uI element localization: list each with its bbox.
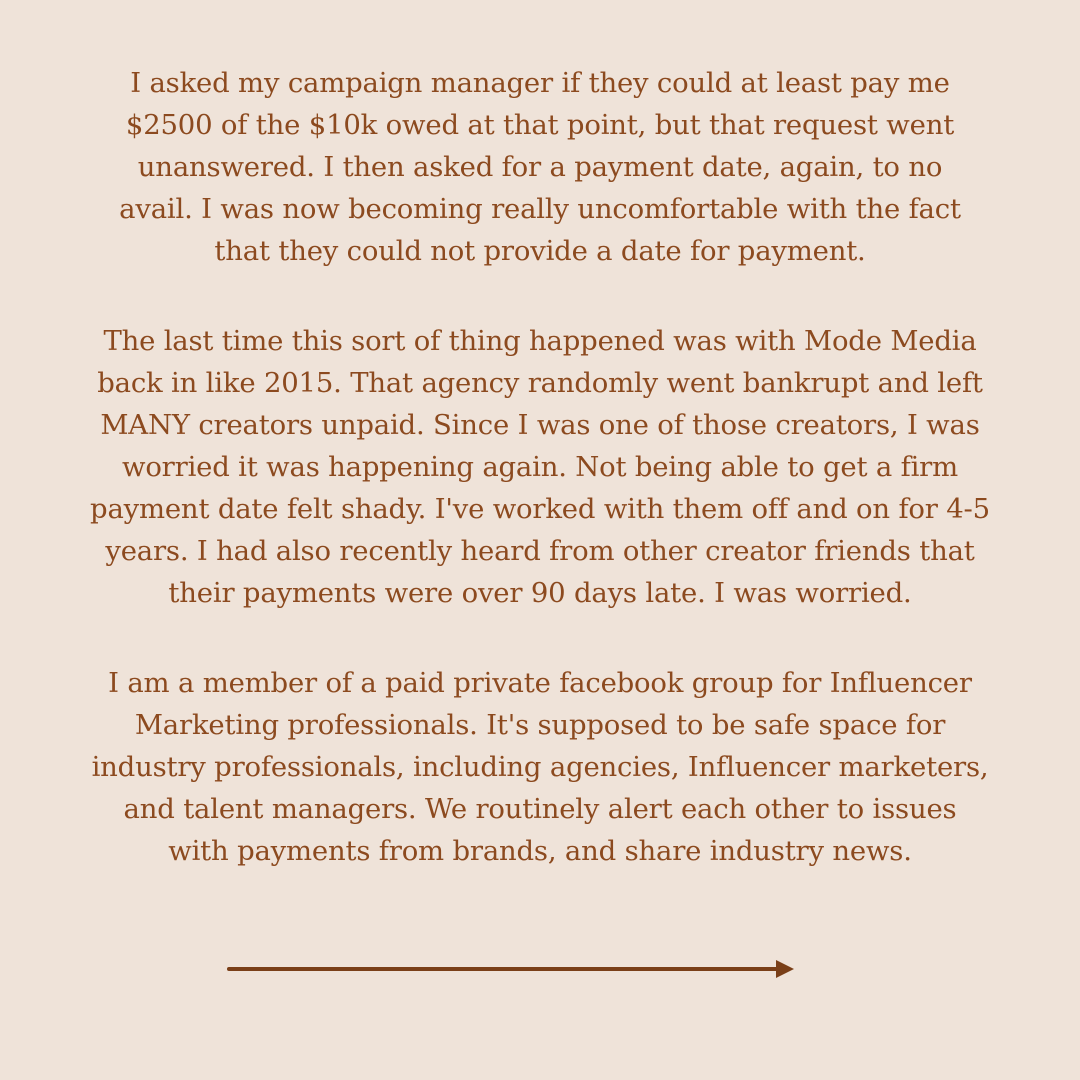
paragraph-line: years. I had also recently heard from other creator friends that <box>105 535 975 567</box>
paragraph-line: Marketing professionals. It's supposed to be safe space for <box>134 709 946 741</box>
paragraph-1 <box>60 62 1020 272</box>
paragraph-line: back in like 2015. That agency randomly went bankrupt and left <box>97 367 983 399</box>
paragraph-line: MANY creators unpaid. Since I was one of those creators, I was <box>100 409 980 441</box>
paragraph-line: payment date felt shady. I've worked with them off and on for 4-5 <box>90 493 990 525</box>
paragraph-line: with payments from brands, and share industry news. <box>168 835 912 867</box>
paragraph-line: their payments were over 90 days late. I was worried. <box>168 577 912 609</box>
paragraph-line: I asked my campaign manager if they could at least pay me <box>130 67 950 99</box>
paragraph-line: industry professionals, including agencies, Influencer marketers, <box>91 751 989 783</box>
paragraph-line: I am a member of a paid private facebook group for Influencer <box>108 667 972 699</box>
paragraph-line: $2500 of the $10k owed at that point, but that request went <box>125 109 955 141</box>
paragraph-line: worried it was happening again. Not being able to get a firm <box>121 451 958 483</box>
paragraph-2 <box>60 320 1020 614</box>
text-content <box>60 62 1020 920</box>
paragraph-line: and talent managers. We routinely alert each other to issues <box>123 793 957 825</box>
paragraph-line: that they could not provide a date for payment. <box>214 235 866 267</box>
paragraph-line: unanswered. I then asked for a payment date, again, to no <box>137 151 943 183</box>
arrow-right-icon[interactable] <box>226 954 796 984</box>
paragraph-line: avail. I was now becoming really uncomfortable with the fact <box>119 193 961 225</box>
arrow-head <box>776 960 794 978</box>
paragraph-3 <box>60 662 1020 872</box>
paragraph-line: The last time this sort of thing happened was with Mode Media <box>103 325 977 357</box>
